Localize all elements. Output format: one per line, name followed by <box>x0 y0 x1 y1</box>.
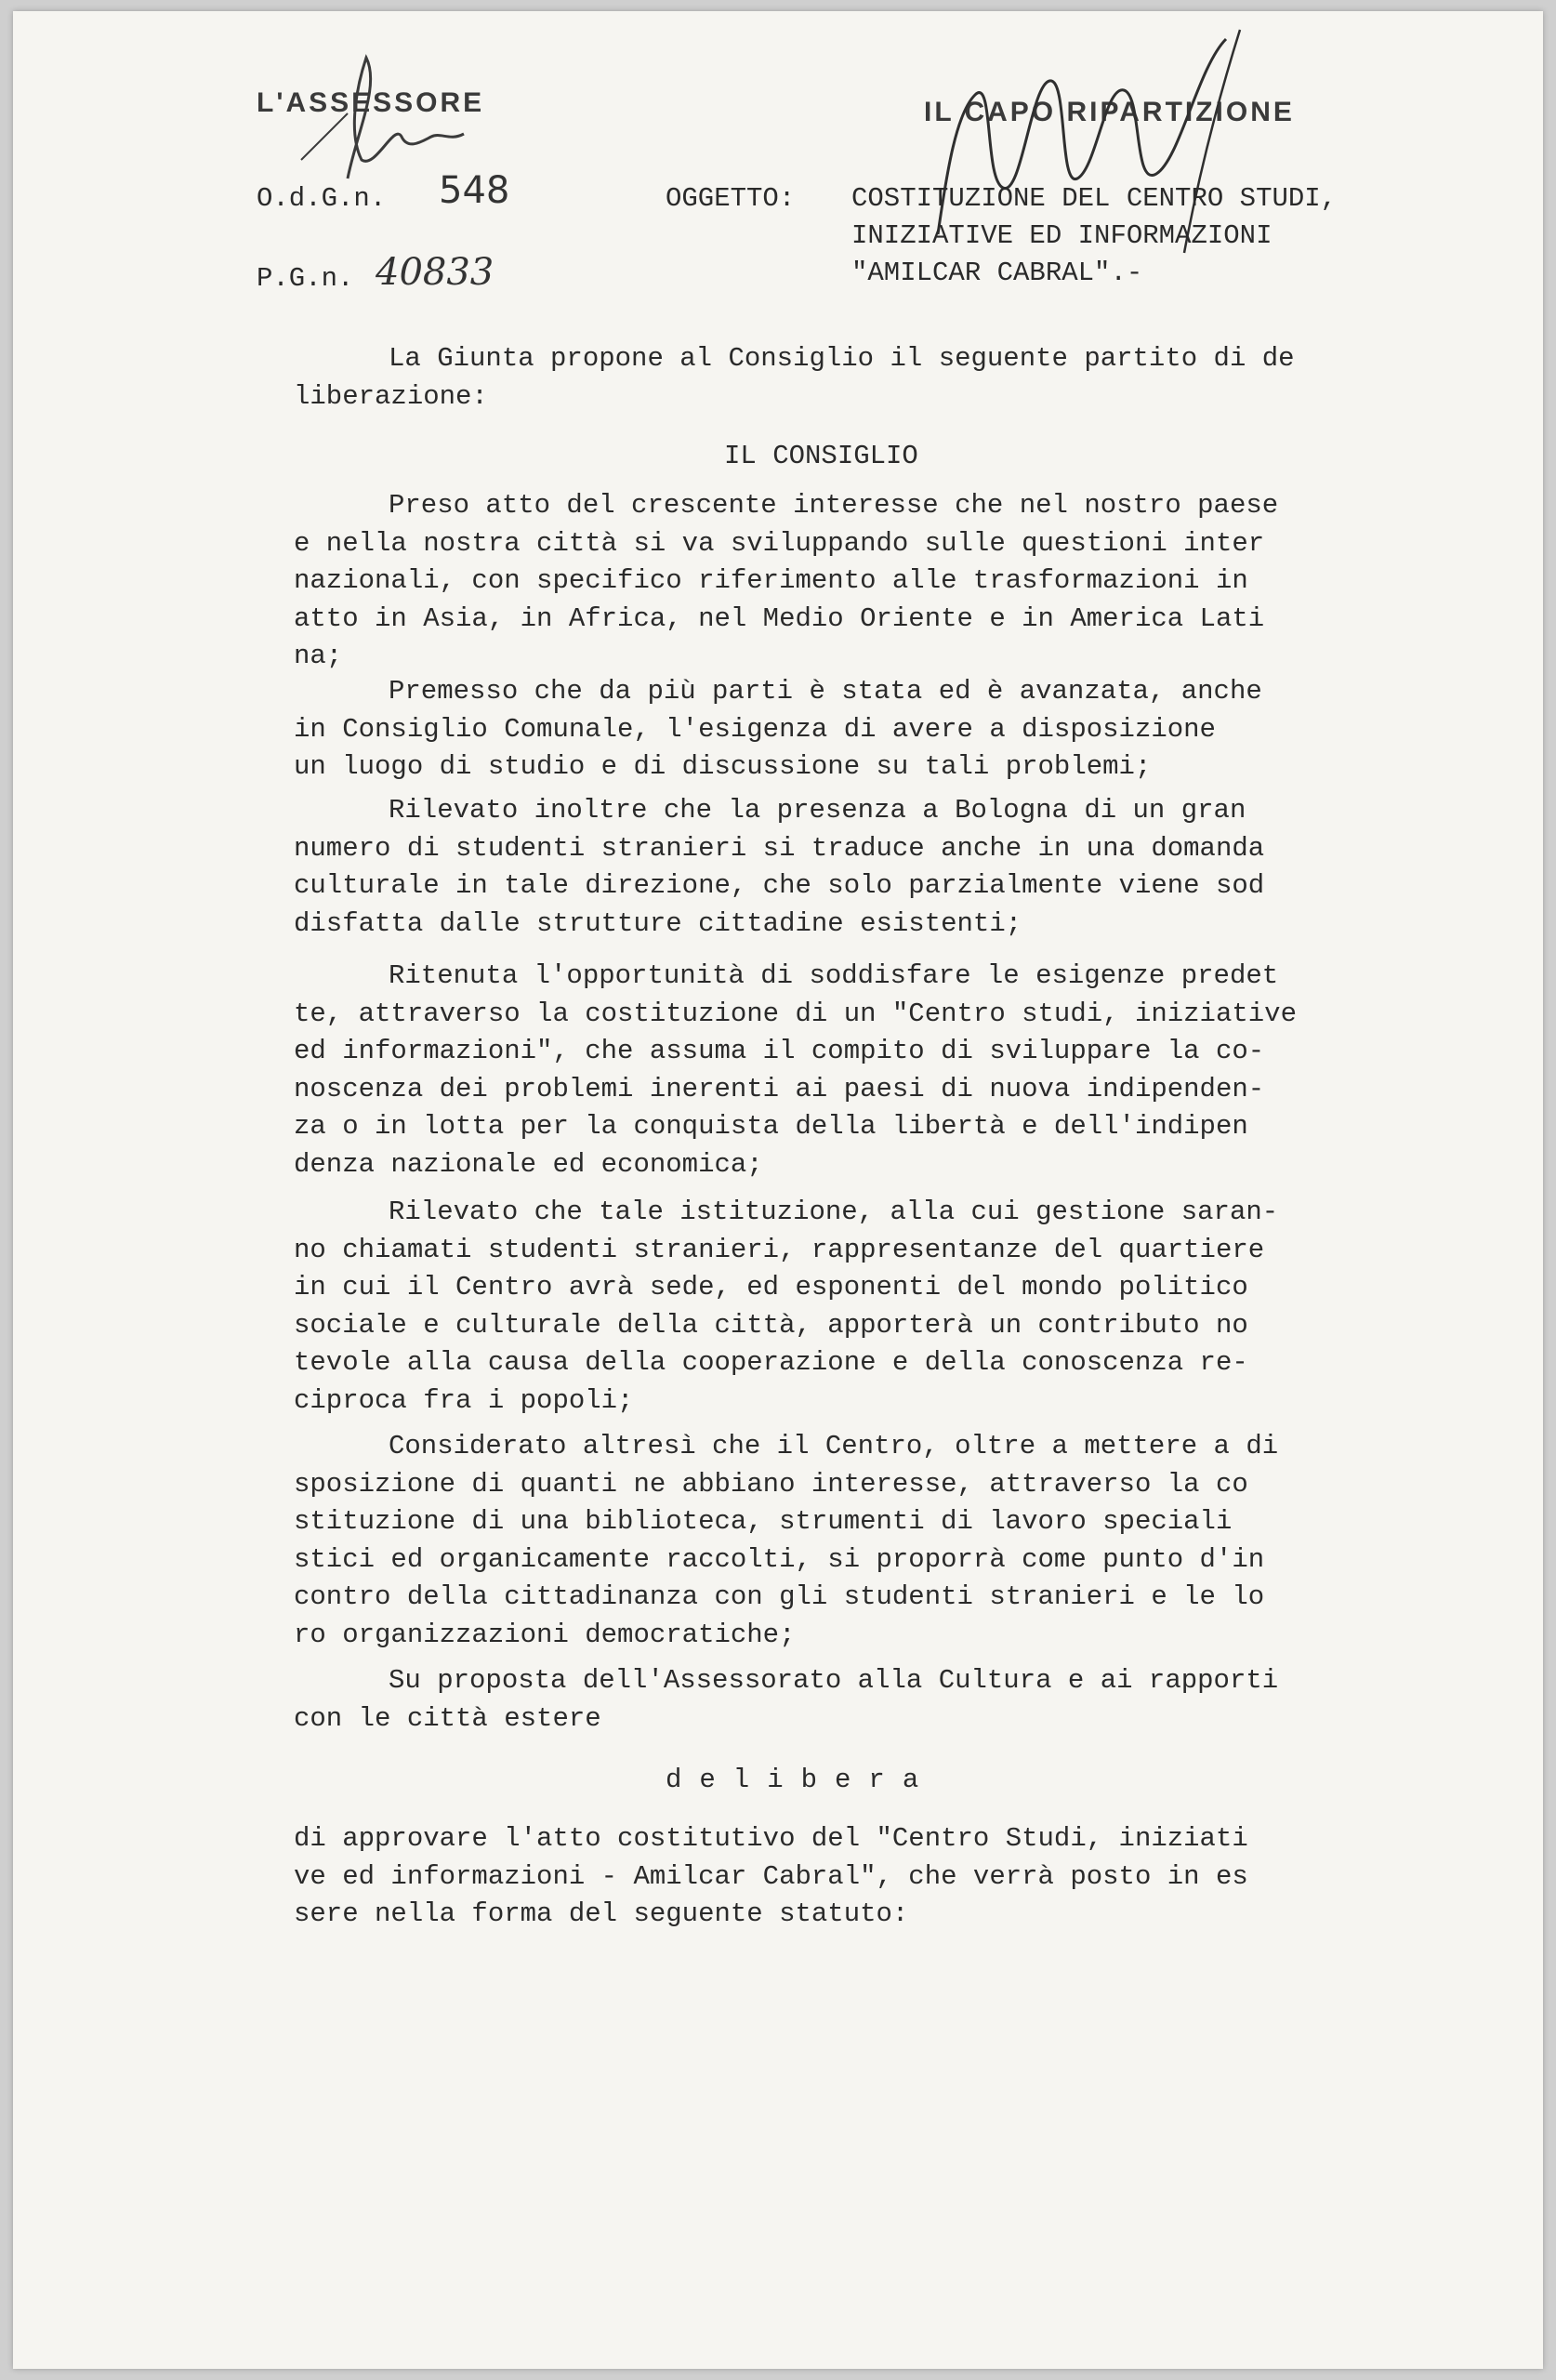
text-line: denza nazionale ed economica; <box>294 1148 763 1180</box>
text-line: un luogo di studio e di discussione su tali problemi; <box>294 751 1152 782</box>
delibera-heading: delibera <box>666 1765 937 1795</box>
text-line: con le città estere <box>294 1702 601 1734</box>
text-line: noscenza dei problemi inerenti ai paesi di nuova indipenden- <box>294 1073 1265 1104</box>
text-line: in Consiglio Comunale, l'esigenza di avere a disposizione <box>294 713 1216 745</box>
intro-line: La Giunta propone al Consiglio il seguente partito di de <box>389 343 1295 374</box>
text-line: za o in lotta per la conquista della libertà e dell'indipen <box>294 1111 1248 1142</box>
oggetto-line: "AMILCAR CABRAL".- <box>851 258 1143 288</box>
text-line: culturale in tale direzione, che solo parzialmente viene sod <box>294 870 1265 901</box>
assessore-signature <box>292 48 478 188</box>
odg-number: 548 <box>439 169 510 212</box>
text-line: sere nella forma del seguente statuto: <box>294 1898 909 1929</box>
text-line: di approvare l'atto costitutivo del "Centro Studi, iniziati <box>294 1823 1248 1854</box>
text-line: na; <box>294 641 343 671</box>
paragraph-premesso <box>294 673 1262 787</box>
text-line: ve ed informazioni - Amilcar Cabral", che verrà posto in es <box>294 1860 1248 1892</box>
text-line: stituzione di una biblioteca, strumenti di lavoro speciali <box>294 1506 1233 1537</box>
text-line: Preso atto del crescente interesse che nel nostro paese <box>389 490 1279 521</box>
paragraph-su-proposta <box>294 1662 1278 1738</box>
text-line: no chiamati studenti stranieri, rappresentanze del quartiere <box>294 1234 1265 1265</box>
document-page <box>13 11 1543 2369</box>
text-line: te, attraverso la costituzione di un "Centro studi, iniziative <box>294 998 1297 1029</box>
paragraph-ritenuta <box>294 958 1297 1183</box>
text-line: stici ed organicamente raccolti, si proporrà come punto d'in <box>294 1543 1265 1575</box>
text-line: sociale e culturale della città, apporterà un contributo no <box>294 1309 1248 1341</box>
paragraph-preso-atto <box>294 487 1278 676</box>
oggetto-line: COSTITUZIONE DEL CENTRO STUDI, <box>851 183 1338 214</box>
text-line: Rilevato inoltre che la presenza a Bologna di un gran <box>389 795 1246 826</box>
text-line: Ritenuta l'opportunità di soddisfare le esigenze predet <box>389 960 1279 991</box>
text-line: tevole alla causa della cooperazione e della conoscenza re- <box>294 1347 1248 1378</box>
text-line: Rilevato che tale istituzione, alla cui gestione saran- <box>389 1197 1279 1227</box>
paragraph-rilevato-istituzione <box>294 1194 1278 1420</box>
intro-line: liberazione: <box>294 380 488 412</box>
assessore-stamp: L'ASSESSORE <box>257 87 485 118</box>
text-line: ro organizzazioni democratiche; <box>294 1619 796 1650</box>
capo-ripartizione-stamp: IL CAPO RIPARTIZIONE <box>924 97 1295 127</box>
oggetto-label: OGGETTO: <box>666 183 796 214</box>
text-line: in cui il Centro avrà sede, ed esponenti del mondo politico <box>294 1272 1248 1302</box>
text-line: atto in Asia, in Africa, nel Medio Oriente e in America Lati <box>294 602 1265 634</box>
conclusion-paragraph <box>294 1820 1248 1934</box>
text-line: contro della cittadinanza con gli studenti stranieri e le lo <box>294 1581 1265 1612</box>
text-line: Premesso che da più parti è stata ed è avanzata, anche <box>389 676 1262 707</box>
pg-label: P.G.n. <box>257 263 354 294</box>
text-line: disfatta dalle strutture cittadine esistenti; <box>294 907 1022 939</box>
text-line: numero di studenti stranieri si traduce anche in una domanda <box>294 832 1265 864</box>
oggetto-line: INIZIATIVE ED INFORMAZIONI <box>851 220 1272 251</box>
text-line: ciproca fra i popoli; <box>294 1384 634 1416</box>
paragraph-rilevato-inoltre <box>294 792 1264 943</box>
pg-number: 40833 <box>376 251 494 294</box>
text-line: ed informazioni", che assuma il compito di sviluppare la co- <box>294 1036 1265 1066</box>
text-line: sposizione di quanti ne abbiano interesse, attraverso la co <box>294 1468 1248 1500</box>
council-heading: IL CONSIGLIO <box>724 441 918 471</box>
oggetto-text <box>851 180 1337 292</box>
text-line: Su proposta dell'Assessorato alla Cultura e ai rapporti <box>389 1665 1279 1696</box>
text-line: e nella nostra città si va sviluppando sulle questioni inter <box>294 527 1265 559</box>
intro-paragraph <box>294 340 1295 416</box>
paragraph-considerato <box>294 1428 1278 1654</box>
text-line: Considerato altresì che il Centro, oltre a mettere a di <box>389 1431 1279 1461</box>
odg-label: O.d.G.n. <box>257 183 387 214</box>
text-line: nazionali, con specifico riferimento alle trasformazioni in <box>294 565 1248 596</box>
